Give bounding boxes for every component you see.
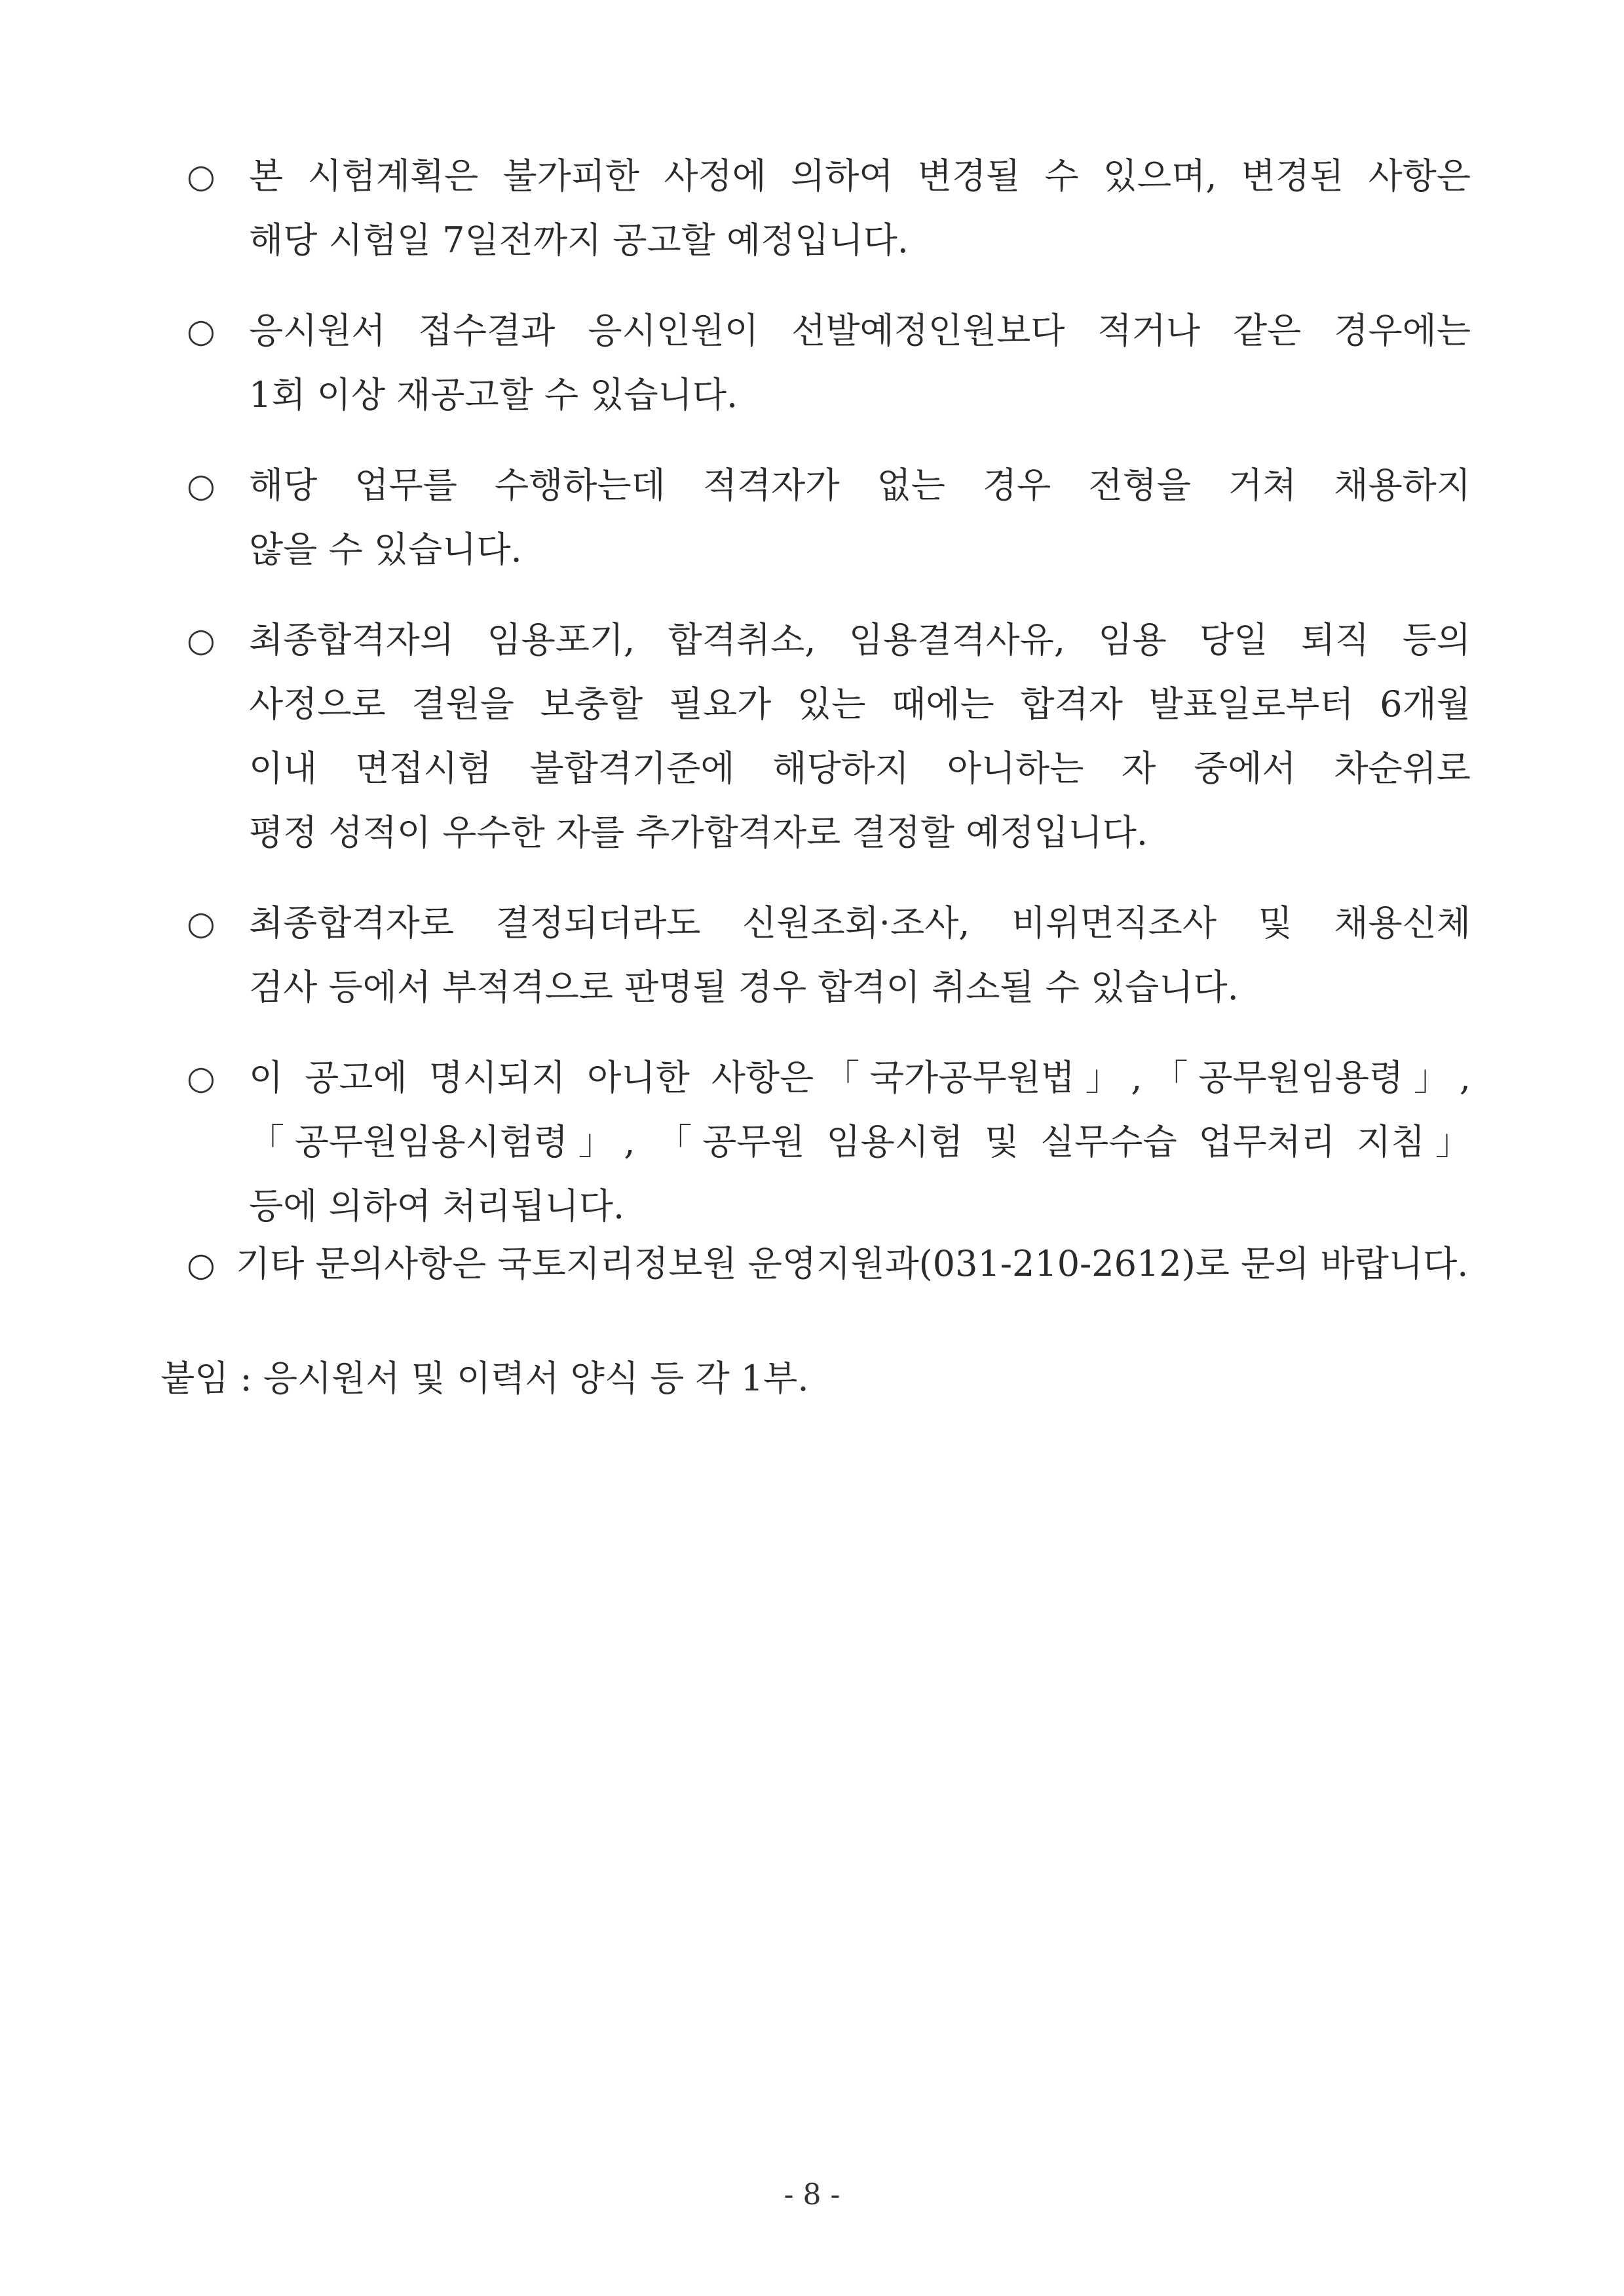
circle-bullet-icon: ○ xyxy=(187,904,216,942)
notice-text-line: 이내 면접시험 불합격기준에 해당하지 아니하는 자 중에서 차순위로 xyxy=(249,748,1471,789)
notice-text-line: 「공무원임용시험령」, 「공무원 임용시험 및 실무수습 업무처리 지침」 xyxy=(249,1121,1471,1162)
notice-text-line: 검사 등에서 부적격으로 판명될 경우 합격이 취소될 수 있습니다. xyxy=(249,966,1239,1008)
attachment-note: 붙임 : 응시원서 및 이력서 양식 등 각 1부. xyxy=(161,1358,809,1399)
notice-text-line: 1회 이상 재공고할 수 있습니다. xyxy=(249,374,738,415)
notice-text-line: 본 시험계획은 불가피한 사정에 의하여 변경될 수 있으며, 변경된 사항은 xyxy=(249,155,1471,197)
circle-bullet-icon: ○ xyxy=(187,1246,216,1284)
circle-bullet-icon: ○ xyxy=(187,621,216,659)
notice-item xyxy=(187,144,1471,273)
circle-bullet-icon: ○ xyxy=(187,1059,216,1097)
notice-item xyxy=(187,1046,1471,1238)
notice-item xyxy=(187,453,1471,582)
notice-text-line: 응시원서 접수결과 응시인원이 선발예정인원보다 적거나 같은 경우에는 xyxy=(249,310,1471,351)
circle-bullet-icon: ○ xyxy=(187,312,216,350)
notice-item xyxy=(187,891,1471,1020)
notice-text-line: 이 공고에 명시되지 아니한 사항은「국가공무원법」,「공무원임용령」, xyxy=(249,1057,1471,1098)
notice-text-line: 해당 업무를 수행하는데 적격자가 없는 경우 전형을 거쳐 채용하지 xyxy=(249,465,1471,506)
notice-item xyxy=(187,608,1471,865)
page-number: - 8 - xyxy=(784,2178,840,2211)
contact-notice xyxy=(187,1232,1471,1297)
notice-text-line: 최종합격자로 결정되더라도 신원조회·조사, 비위면직조사 및 채용신체 xyxy=(249,902,1471,944)
notice-list xyxy=(187,144,1471,1265)
circle-bullet-icon: ○ xyxy=(187,157,216,195)
notice-item xyxy=(187,299,1471,427)
notice-text-line: 사정으로 결원을 보충할 필요가 있는 때에는 합격자 발표일로부터 6개월 xyxy=(249,683,1471,725)
contact-text: 기타 문의사항은 국토지리정보원 운영지원과(031-210-2612)로 문의 바랍니다. xyxy=(236,1243,1469,1284)
notice-text-line: 평정 성적이 우수한 자를 추가합격자로 결정할 예정입니다. xyxy=(249,812,1148,853)
notice-text-line: 최종합격자의 임용포기, 합격취소, 임용결격사유, 임용 당일 퇴직 등의 xyxy=(249,619,1471,660)
notice-text-line: 등에 의하여 처리됩니다. xyxy=(249,1185,625,1227)
notice-text-line: 않을 수 있습니다. xyxy=(249,529,522,570)
circle-bullet-icon: ○ xyxy=(187,467,216,505)
notice-text-line: 해당 시험일 7일전까지 공고할 예정입니다. xyxy=(249,220,909,261)
